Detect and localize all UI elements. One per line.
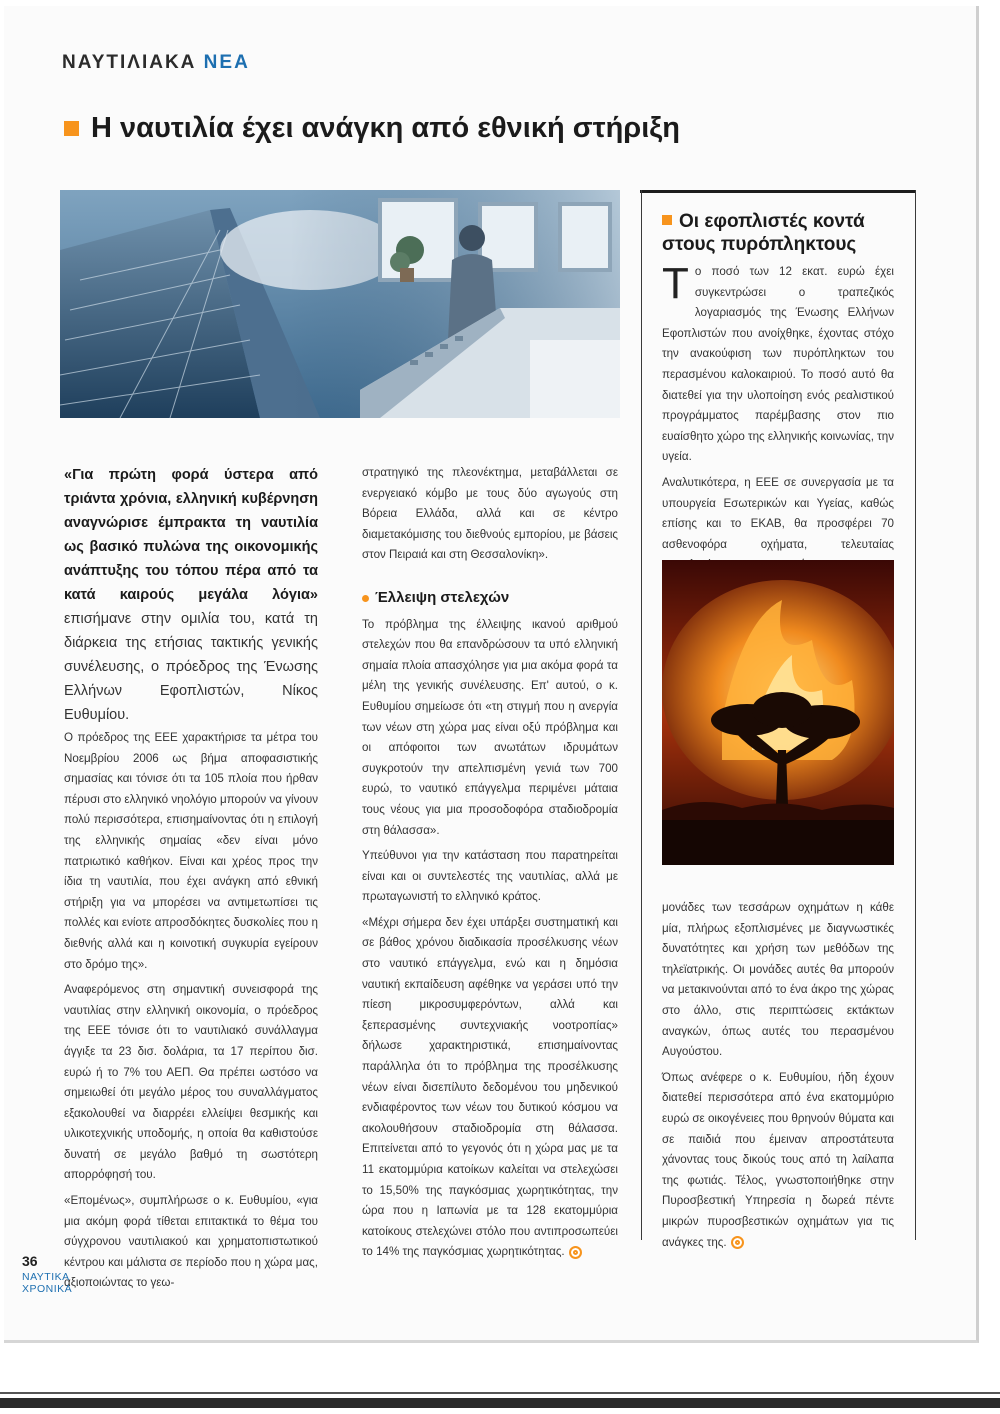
page-number: 36 bbox=[22, 1253, 38, 1269]
ship-bridge-photo bbox=[60, 190, 620, 418]
body-paragraph: Αναφερόμενος στη σημαντική συνεισφορά της ναυτιλίας στην ελληνική οικονομία, ο πρόεδρος της ΕΕΕ τόνισε ότι το ναυτιλιακό συνάλλαγμα άγγιξε τα 23 δισ. δολάρια, τα 17 περίπου δισ. ευρώ ή το 7% του ΑΕΠ. Θα πρέπει ωστόσο να σημειωθεί ότι μεγάλο μέρος του συναλλάγματος εξακολουθεί να διαρρέει ελλείψει θεσμικής και υλικοτεχνικής υποδομής, η οποία θα καθιστούσε δυνατή σε μεγάλο βαθμό τη σωστότερη απορρόφησή του. bbox=[64, 983, 318, 1182]
lead-attribution: επισήμανε στην ομιλία του, κατά τη διάρκεια της ετήσιας τακτικής γενικής συνέλευσης, ο πρόεδρος της Ένωσης Ελλήνων Εφοπλιστών, Νίκος Ευθυμίου. bbox=[64, 611, 318, 723]
magazine-name bbox=[22, 1271, 72, 1295]
body-paragraph bbox=[362, 913, 618, 1263]
sidebar-top-rule bbox=[640, 190, 916, 193]
subheading-text: Έλλειψη στελεχών bbox=[375, 588, 510, 606]
sidebar-title-text: Οι εφοπλιστές κοντά στους πυρόπληκτους bbox=[662, 211, 865, 255]
sidebar-paragraph: Αναλυτικότερα, η ΕΕΕ σε συνεργασία με τα υπουργεία Εσωτερικών και Υγείας, καθώς επίσης και το ΕΚΑΒ, θα προσφέρει 70 ασθενοφόρα οχήματα, τελευταίας bbox=[662, 475, 894, 551]
body-paragraph-text: «Μέχρι σήμερα δεν έχει υπάρξει συστηματική και σε βάθος χρόνου διαδικασία προσέλκυσης νέων στο ναυτικό επάγγελμα, ενώ και η δημόσια ναυτική εκπαίδευση αφέθηκε να γεράσει υπό την πίεση μικροσυμφερόντων, αλλά και ξεπερασμένης συντεχνιακής νοοτροπίας» δήλωσε χαρακτηριστικά, επισημαίνοντας παράλληλα ότι το πρόβλημα της προσέλκυσης νέων είναι δισεπίλυτο δεδομένου του μηδενικού ενδιαφέροντος των νέων του δυτικού κόσμου να ακολουθήσουν σταδιοδρομία στη θάλασσα. Επιτείνεται από το γεγονός ότι η χώρα μας με τα 11 εκατομμύρια κατοίκων καλείται να στελεχώσει το 15,50% της παγκόσμιας χωρητικότητας, την ώρα που η Ιαπωνία με τα 128 εκατομμύρια κατοίκους στελεχώνει στόλο που αντιπροσωπεύει το 14% της παγκόσμιας χωρητικότητας. bbox=[362, 915, 618, 1259]
section-tag-main: ΝΑΥΤΙΛΙΑΚΑ bbox=[62, 52, 197, 73]
ship-bridge-illustration bbox=[60, 190, 620, 418]
article-title bbox=[64, 112, 680, 145]
article-column-1 bbox=[64, 728, 318, 1299]
sidebar-end-icon bbox=[731, 1236, 744, 1249]
sidebar-body-top bbox=[662, 259, 894, 581]
sidebar-body-bottom bbox=[662, 898, 894, 1258]
sidebar-paragraph bbox=[662, 1068, 894, 1253]
sidebar-right-rule bbox=[915, 190, 916, 1240]
sidebar-left-rule bbox=[641, 190, 642, 1240]
sidebar-paragraph: μονάδες των τεσσάρων οχημάτων η κάθε μία, πλήρως εξοπλισμένες με διαγνωστικές δυνατότητες και χρήση των μεθόδων της τηλεϊατρικής. Οι μονάδες αυτές θα μπορούν να μετακινούνται από το ένα άκρο της χώρας στο άλλο, στις περιπτώσεις εκτάκτων αναγκών, όπως αυτές του περασμένου Αυγούστου. bbox=[662, 901, 894, 1059]
sidebar-title-bullet-icon bbox=[662, 215, 672, 225]
sidebar-paragraph-text: Όπως ανέφερε ο κ. Ευθυμίου, ήδη έχουν διατεθεί περισσότερα από ένα εκατομμύριο ευρώ σε οικογένειες που θρηνούν θύματα και σε παιδιά που έμειναν απροστάτευτα χάνοντας τους δικούς τους από τη λαίλαπα της φωτιάς. Τέλος, γνωστοποιήθηκε στην Πυροσβεστική Υπηρεσία η δωρεά πέντε μικρών πυροσβεστικών οχημάτων για τις ανάγκες της. bbox=[662, 1070, 894, 1249]
magazine-name-line1: ΝΑΥΤΙΚΑ bbox=[22, 1271, 70, 1283]
sidebar-paragraph-text: ο ποσό των 12 εκατ. ευρώ έχει συγκεντρώσει ο τραπεζικός λογαριασμός της Ένωσης Ελλήνων Εφοπλιστών που ανοίχθηκε, έχοντας στόχο την ανακούφιση των πυρόπληκτων του περασμένου καλοκαιριού. Το ποσό αυτό θα διατεθεί για την υλοποίηση ενός ρεαλιστικού προγράμματος παρέμβασης στον πιο ευαίσθητο χώρο της ελληνικής κοινωνίας, την υγεία. bbox=[662, 265, 894, 464]
magazine-name-line2: ΧΡΟΝΙΚΑ bbox=[22, 1283, 73, 1295]
article-end-icon bbox=[569, 1246, 582, 1259]
sidebar-title bbox=[662, 210, 902, 256]
wildfire-illustration bbox=[662, 560, 894, 865]
title-bullet-icon bbox=[64, 121, 79, 136]
subheading bbox=[362, 588, 618, 609]
scan-bottom-bar bbox=[0, 1398, 1000, 1408]
body-paragraph: Ο πρόεδρος της ΕΕΕ χαρακτήρισε τα μέτρα του Νοεμβρίου 2006 ως βήμα αποφασιστικής σημασίας και τόνισε ότι τα 105 πλοία που ήρθαν πέρυσι στο ελληνικό νηολόγιο μπορούν να γίνουν πολύ περισσότερα, επισημαίνοντας ότι η επιλογή της ελληνικής σημαίας «δεν είναι μόνο πατριωτικό καθήκον. Είναι και χρέος προς την ίδια τη ναυτιλία, που έχει ανάγκη από εθνική στήριξη για να μπορέσει να αντιμετωπίσει τις πολλές και ενίοτε απροσδόκητες δυσκολίες που η διεθνής αλλά και η κοινοτική συγκυρία εγείρουν στο δρόμο της». bbox=[64, 731, 318, 971]
article-title-text: Η ναυτιλία έχει ανάγκη από εθνική στήριξη bbox=[91, 112, 680, 144]
body-paragraph: στρατηγικό της πλεονέκτημα, μεταβάλλεται σε ενεργειακό κόμβο με τους δύο αγωγούς στη Βόρεια Ελλάδα, αλλά και σε κέντρο διαμετακόμισης του διεθνούς εμπορίου, με βάσεις στον Πειραιά και στη Θεσσαλονίκη». bbox=[362, 466, 618, 562]
body-paragraph: «Επομένως», συμπλήρωσε ο κ. Ευθυμίου, «για μια ακόμη φορά τίθεται επιτακτικά το θέμα του σύγχρονου ναυτιλιακού και χρηματοπιστωτικού κέντρου και μάλιστα σε περίοδο που η χώρα μας, αξιοποιώντας το γεω- bbox=[64, 1194, 318, 1290]
body-paragraph: Το πρόβλημα της έλλειψης ικανού αριθμού στελεχών που θα επανδρώσουν τα υπό ελληνική σημαία πλοία απασχόλησε για μια ακόμα φορά τα μέλη της γενικής συνέλευσης. Επ' αυτού, ο κ. Ευθυμίου σημείωσε ότι «τη στιγμή που η ανεργία των νέων στη χώρα μας είναι οξύ πρόβλημα και οι απόφοιτοι των ανωτάτων ιδρυμάτων συγκροτούν την απελπισμένη γενιά των 700 ευρώ, το ναυτικό επάγγελμα περιμένει μάταια τους νέους για μια προσοδοφόρα σταδιοδρομία στη θάλασσα». bbox=[362, 617, 618, 837]
section-tag-accent: ΝΕΑ bbox=[203, 52, 250, 73]
body-paragraph: Υπεύθυνοι για την κατάσταση που παρατηρείται είναι και οι συντελεστές της ναυτιλίας, αλλά με πρωταγωνιστή το ελληνικό κράτος. bbox=[362, 849, 618, 904]
article-column-2 bbox=[362, 463, 618, 1268]
section-tag bbox=[62, 52, 250, 74]
sidebar-paragraph bbox=[662, 259, 894, 468]
lead-quote: «Για πρώτη φορά ύστερα από τριάντα χρόνια, ελληνική κυβέρνηση αναγνώρισε έμπρακτα τη ναυτιλία ως βασικό πυλώνα της οικονομικής ανάπτυξης του τόπου πέρα από τα κατά καιρούς μεγάλα λόγια» bbox=[64, 467, 318, 603]
subheading-bullet-icon bbox=[362, 595, 369, 602]
wildfire-photo bbox=[662, 560, 894, 865]
dropcap: Τ bbox=[662, 259, 689, 308]
scan-bottom-line bbox=[0, 1392, 1000, 1394]
lead-paragraph bbox=[64, 463, 318, 727]
